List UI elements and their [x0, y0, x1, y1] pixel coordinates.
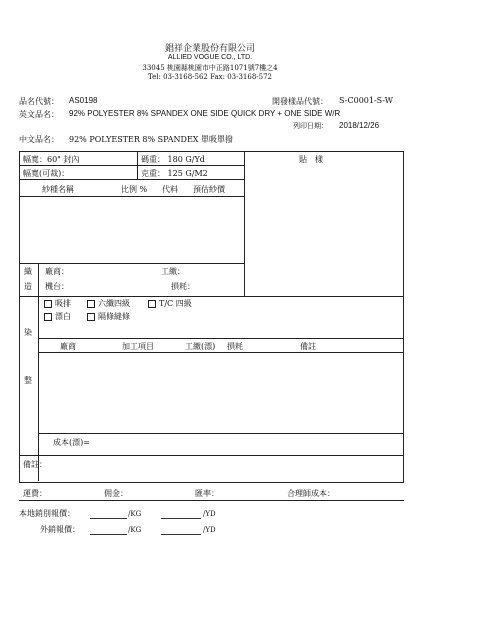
table-bottom-border: [19, 482, 404, 483]
cost-row-top: [38, 433, 403, 434]
option-4-label: 漂白: [55, 312, 71, 321]
checkbox-option-3[interactable]: [148, 300, 156, 308]
item-no-label: 品名代號：: [19, 97, 59, 106]
company-name-en: ALLIED VOGUE CO., LTD.: [167, 54, 253, 61]
export-yd-field[interactable]: [161, 534, 201, 535]
machine-label: 機台：: [45, 282, 69, 291]
usable-width-label: 幅寬(可裁)：: [23, 169, 70, 178]
yarn-block-bottom: [19, 263, 244, 264]
domestic-yd-field[interactable]: [161, 518, 201, 519]
dye-side-1: 染: [24, 328, 32, 337]
company-phone: Tel: 03-3168-562 Fax: 03-3168-572: [147, 73, 273, 81]
width-label: 幅寬：60" 封內: [23, 155, 80, 164]
row2-bottom: [19, 179, 244, 180]
checkbox-option-5[interactable]: [87, 313, 95, 321]
yarn-header-price: 預估紗價: [193, 185, 225, 194]
en-name-value: 92% POLYESTER 8% SPANDEX ONE SIDE QUICK DRY + ONE SIDE W/R: [69, 109, 341, 118]
option-3-label: T/C 四級: [159, 299, 192, 308]
checkbox-option-1[interactable]: [44, 300, 52, 308]
row1-bottom: [19, 165, 244, 166]
yarn-header-name: 紗種名稱: [42, 185, 74, 194]
domestic-kg-field[interactable]: [90, 518, 127, 519]
option-2-label: 六纖四級: [98, 299, 130, 308]
item-no-value: AS0198: [69, 96, 98, 105]
print-date-label: 列印日期：: [293, 122, 328, 130]
cost-label: 成本(漂)=: [53, 438, 90, 447]
checkbox-option-2[interactable]: [87, 300, 95, 308]
dye-header-remark: 備註: [300, 342, 316, 351]
labor-label: 工繳：: [161, 267, 185, 276]
export-kg-field[interactable]: [90, 534, 127, 535]
weight-label: 碼重： 180 G/Yd: [141, 155, 205, 164]
dye-header-bottom: [38, 352, 403, 353]
dye-header-process: 加工項目: [122, 342, 154, 351]
loss-label: 損耗：: [171, 282, 195, 291]
export-yd-unit: /YD: [203, 526, 216, 534]
rate-label: 匯率：: [195, 489, 219, 498]
dev-code-value: S-C0001-S-W: [339, 96, 393, 105]
yarn-header-bottom: [19, 196, 244, 197]
domestic-quote-label: 本地銷別報價：: [19, 509, 75, 518]
yarn-header-ratio: 比例 %: [121, 185, 148, 194]
freight-label: 運費：: [23, 489, 47, 498]
dye-header-factory: 廠商: [60, 342, 76, 351]
table-right-border: [403, 151, 404, 482]
cn-name-label: 中文品名：: [19, 135, 59, 144]
dye-header-top: [38, 338, 403, 339]
total-cost-label: 合理師成本：: [287, 489, 335, 498]
remark-label: 備註：: [23, 460, 47, 469]
dev-code-label: 開發樣品代號：: [272, 97, 328, 106]
commission-label: 佣金：: [104, 489, 128, 498]
weave-side-2: 造: [24, 282, 32, 291]
option-5-label: 隔條縫條: [98, 312, 130, 321]
swatch-divider: [244, 151, 245, 297]
weave-side-1: 織: [24, 267, 32, 276]
freight-row-bottom: [19, 500, 404, 501]
export-quote-label: 外銷報價：: [40, 525, 80, 534]
table-left-border: [19, 151, 20, 482]
dye-side-2: 整: [24, 376, 32, 385]
cost-row-bottom: [19, 455, 403, 456]
domestic-yd-unit: /YD: [203, 510, 216, 518]
yarn-header-sub: 代料: [162, 185, 178, 194]
export-kg-unit: /KG: [128, 526, 142, 534]
domestic-kg-unit: /KG: [128, 510, 142, 518]
company-name-cn: 錩祥企業股份有限公司: [164, 44, 255, 54]
gsm-label: 克重： 125 G/M2: [141, 169, 208, 178]
option-1-label: 吸排: [55, 299, 71, 308]
company-address: 33045 桃園縣桃園市中正路1071號7樓之4: [142, 64, 278, 72]
swatch-label: 貼 樣: [299, 155, 323, 164]
dye-header-loss: 損耗: [227, 342, 243, 351]
print-date-value: 2018/12/26: [339, 121, 380, 130]
weave-bottom: [19, 296, 403, 297]
table-top-border: [19, 151, 403, 152]
factory-label: 廠商：: [45, 267, 69, 276]
cn-name-value: 92% POLYESTER 8% SPANDEX 單吸單撥: [69, 135, 234, 144]
checkbox-option-4[interactable]: [44, 313, 52, 321]
en-name-label: 英文品名：: [19, 110, 59, 119]
dye-header-labor: 工繳(漂): [185, 342, 216, 351]
